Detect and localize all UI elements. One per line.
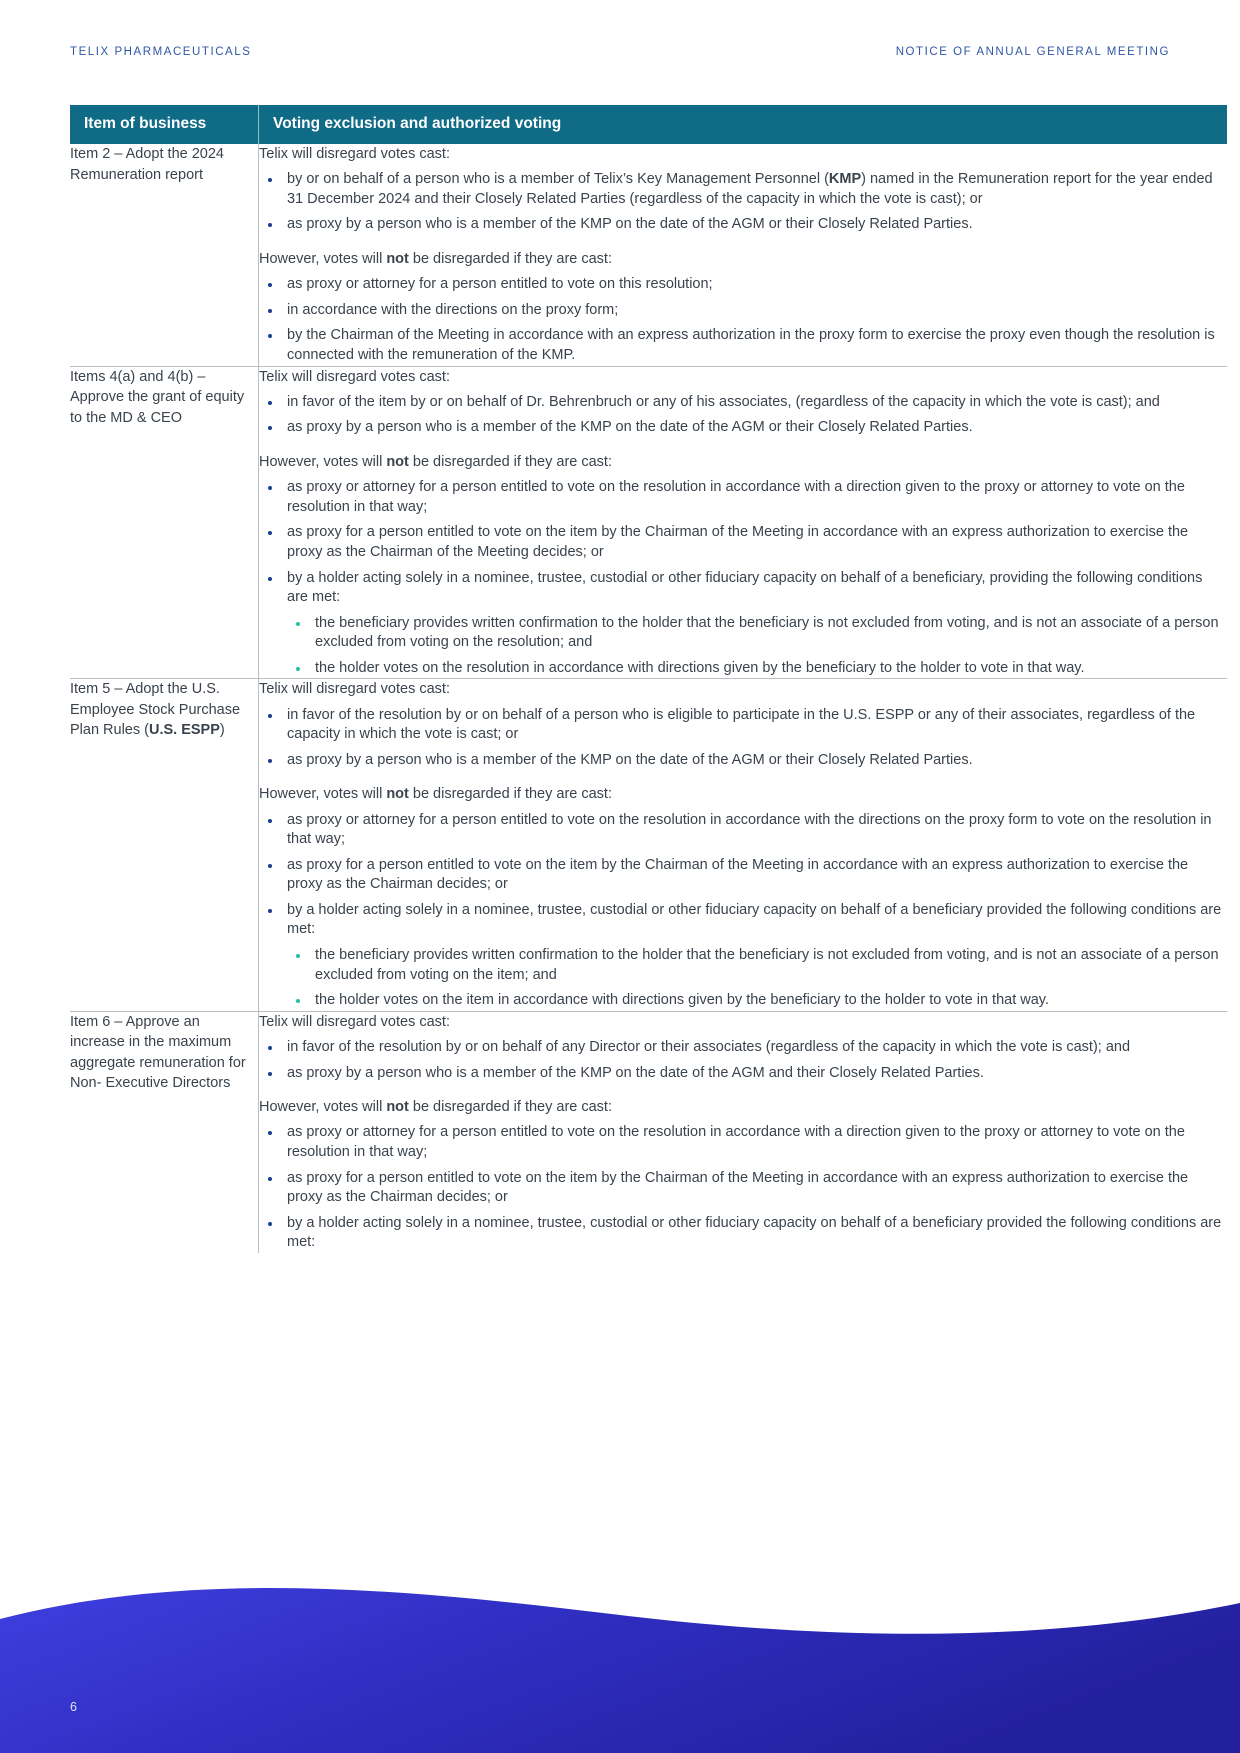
list-item: as proxy or attorney for a person entitled to vote on the resolution in accordance with the directions on the proxy form to vote on the resolution in that way; bbox=[259, 811, 1227, 850]
table-row bbox=[70, 1011, 1227, 1253]
list-item: as proxy for a person entitled to vote on the item by the Chairman of the Meeting in accordance with an express authorization to exercise the proxy as the Chairman decides; or bbox=[259, 1169, 1227, 1208]
table-body bbox=[70, 144, 1227, 1253]
exception-paragraph: However, votes will not be disregarded if they are cast: bbox=[259, 1099, 612, 1116]
voting-exclusion-cell bbox=[259, 144, 1228, 366]
table-header-row bbox=[70, 105, 1227, 144]
list-item: in favor of the resolution by or on behalf of any Director or their associates (regardless of the capacity in which the vote is cast); and bbox=[259, 1038, 1227, 1058]
list-item: as proxy by a person who is a member of the KMP on the date of the AGM or their Closely Related Parties. bbox=[259, 215, 1227, 235]
exclusion-bullet-list bbox=[259, 706, 1227, 771]
list-item: in accordance with the directions on the proxy form; bbox=[259, 301, 1227, 321]
list-item: as proxy or attorney for a person entitled to vote on this resolution; bbox=[259, 275, 1227, 295]
item-of-business-cell: Items 4(a) and 4(b) – Approve the grant of equity to the MD & CEO bbox=[70, 366, 259, 679]
list-item: in favor of the item by or on behalf of Dr. Behrenbruch or any of his associates, (regardless of the capacity in which the vote is cast); and bbox=[259, 393, 1227, 413]
lead-paragraph: Telix will disregard votes cast: bbox=[259, 1013, 450, 1030]
column-header-voting-exclusion: Voting exclusion and authorized voting bbox=[259, 105, 1228, 144]
exception-bullet-list bbox=[259, 811, 1227, 1011]
voting-exclusion-cell bbox=[259, 1011, 1228, 1253]
item-of-business-cell: Item 2 – Adopt the 2024 Remuneration report bbox=[70, 144, 259, 366]
list-item: by a holder acting solely in a nominee, trustee, custodial or other fiduciary capacity on behalf of a beneficiary provided the following conditions are met: bbox=[259, 1214, 1227, 1253]
table-row bbox=[70, 144, 1227, 366]
table-row bbox=[70, 366, 1227, 679]
exception-paragraph: However, votes will not be disregarded if they are cast: bbox=[259, 453, 612, 470]
footer-wave-graphic bbox=[0, 1553, 1240, 1753]
item-of-business-cell: Item 5 – Adopt the U.S. Employee Stock Purchase Plan Rules (U.S. ESPP) bbox=[70, 679, 259, 1011]
sub-list-item: the holder votes on the resolution in accordance with directions given by the beneficiary to the holder to vote in that way. bbox=[287, 659, 1227, 679]
exception-bullet-list bbox=[259, 478, 1227, 678]
list-item: as proxy by a person who is a member of the KMP on the date of the AGM or their Closely Related Parties. bbox=[259, 751, 1227, 771]
running-header bbox=[70, 46, 1170, 58]
list-item: as proxy by a person who is a member of the KMP on the date of the AGM and their Closely Related Parties. bbox=[259, 1064, 1227, 1084]
condition-sub-bullet-list bbox=[287, 946, 1227, 1011]
wave-shape bbox=[0, 1588, 1240, 1753]
list-item: as proxy for a person entitled to vote on the item by the Chairman of the Meeting in accordance with an express authorization to exercise the proxy as the Chairman of the Meeting decides; or bbox=[259, 523, 1227, 562]
voting-exclusion-table-wrapper bbox=[70, 105, 1222, 1253]
list-item: by a holder acting solely in a nominee, trustee, custodial or other fiduciary capacity on behalf of a beneficiary, providing the following conditions are met: the beneficiary provides written confirmation to the holder that the beneficiary is not excluded from voting, and is not an associate of a person excluded from voting on the resolution; and the holder votes on the resolution in accordance with directions given by the beneficiary to the holder to vote in that way. bbox=[259, 569, 1227, 679]
voting-exclusion-cell bbox=[259, 366, 1228, 679]
list-item: as proxy for a person entitled to vote on the item by the Chairman of the Meeting in accordance with an express authorization to exercise the proxy as the Chairman decides; or bbox=[259, 856, 1227, 895]
table-row bbox=[70, 679, 1227, 1011]
exception-bullet-list bbox=[259, 275, 1227, 365]
exclusion-bullet-list bbox=[259, 170, 1227, 235]
list-item: as proxy by a person who is a member of the KMP on the date of the AGM or their Closely Related Parties. bbox=[259, 418, 1227, 438]
lead-paragraph: Telix will disregard votes cast: bbox=[259, 146, 450, 162]
header-document-title: NOTICE OF ANNUAL GENERAL MEETING bbox=[895, 46, 1170, 58]
exclusion-bullet-list bbox=[259, 1038, 1227, 1083]
column-header-item-of-business: Item of business bbox=[70, 105, 259, 144]
list-item: by or on behalf of a person who is a member of Telix’s Key Management Personnel (KMP) named in the Remuneration report for the year ended 31 December 2024 and their Closely Related Parties (regardless of the capacity in which the vote is cast); or bbox=[259, 170, 1227, 209]
list-item: by a holder acting solely in a nominee, trustee, custodial or other fiduciary capacity on behalf of a beneficiary provided the following conditions are met: the beneficiary provides written confirmation to the holder that the beneficiary is not excluded from voting, and is not an associate of a person excluded from voting on the item; and the holder votes on the item in accordance with directions given by the beneficiary to the holder to vote in that way. bbox=[259, 901, 1227, 1011]
condition-sub-bullet-list bbox=[287, 614, 1227, 679]
sub-list-item: the holder votes on the item in accordance with directions given by the beneficiary to the holder to vote in that way. bbox=[287, 991, 1227, 1011]
table-head bbox=[70, 105, 1227, 144]
exception-paragraph: However, votes will not be disregarded if they are cast: bbox=[259, 786, 612, 803]
lead-paragraph: Telix will disregard votes cast: bbox=[259, 368, 450, 385]
lead-paragraph: Telix will disregard votes cast: bbox=[259, 681, 450, 698]
voting-exclusion-table bbox=[70, 105, 1227, 1253]
item-of-business-cell: Item 6 – Approve an increase in the maximum aggregate remuneration for Non- Executive Directors bbox=[70, 1011, 259, 1253]
voting-exclusion-cell bbox=[259, 679, 1228, 1011]
list-item: as proxy or attorney for a person entitled to vote on the resolution in accordance with a direction given to the proxy or attorney to vote on the resolution in that way; bbox=[259, 1123, 1227, 1162]
sub-list-item: the beneficiary provides written confirmation to the holder that the beneficiary is not excluded from voting, and is not an associate of a person excluded from voting on the item; and bbox=[287, 946, 1227, 985]
header-company-name: TELIX PHARMACEUTICALS bbox=[70, 46, 252, 58]
page-number: 6 bbox=[70, 1700, 77, 1714]
exception-bullet-list bbox=[259, 1123, 1227, 1252]
list-item: in favor of the resolution by or on behalf of a person who is eligible to participate in the U.S. ESPP or any of their associates, regardless of the capacity in which the vote is cast; or bbox=[259, 706, 1227, 745]
exception-paragraph: However, votes will not be disregarded if they are cast: bbox=[259, 250, 612, 267]
list-item: by the Chairman of the Meeting in accordance with an express authorization in the proxy form to exercise the proxy even though the resolution is connected with the remuneration of the KMP. bbox=[259, 326, 1227, 365]
exclusion-bullet-list bbox=[259, 393, 1227, 438]
sub-list-item: the beneficiary provides written confirmation to the holder that the beneficiary is not excluded from voting, and is not an associate of a person excluded from voting on the resolution; and bbox=[287, 614, 1227, 653]
list-item: as proxy or attorney for a person entitled to vote on the resolution in accordance with a direction given to the proxy or attorney to vote on the resolution in that way; bbox=[259, 478, 1227, 517]
